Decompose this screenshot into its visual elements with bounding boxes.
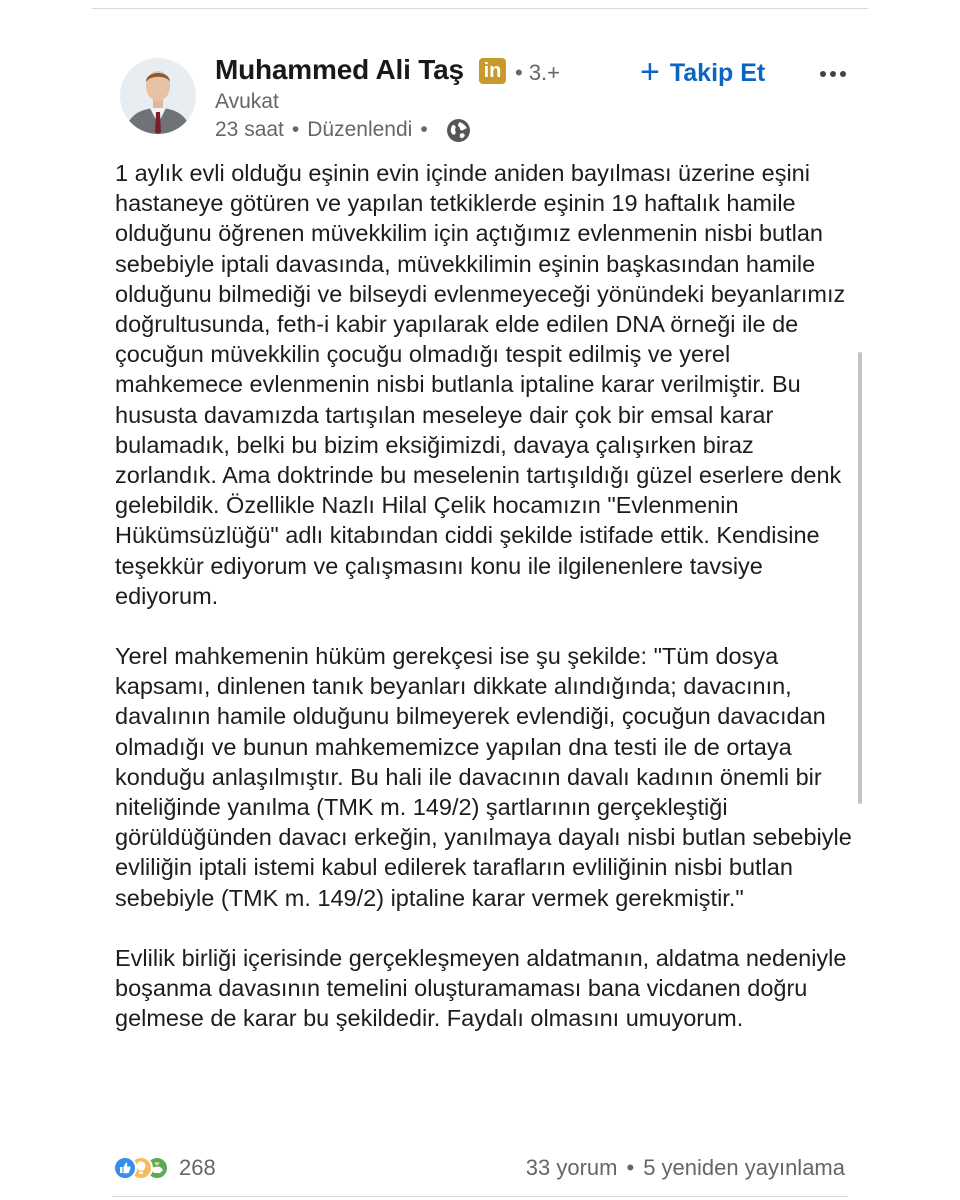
reactions-summary[interactable] bbox=[113, 1154, 216, 1182]
connection-degree: • 3.+ bbox=[515, 60, 561, 85]
bottom-divider bbox=[112, 1196, 848, 1197]
post-time: 23 saat bbox=[215, 118, 284, 141]
scrollbar[interactable] bbox=[858, 352, 862, 804]
engagement-stats bbox=[526, 1154, 845, 1182]
ellipsis-dot bbox=[840, 71, 846, 77]
post-body bbox=[115, 158, 855, 1063]
post-meta bbox=[215, 117, 471, 143]
ellipsis-icon bbox=[820, 71, 826, 77]
post-paragraph: Evlilik birliği içerisinde gerçekleşmeyen aldatmanın, aldatma nedeniyle boşanma davasının temelini oluşturamaması bana vicdanen doğru gelmese de karar bu şekildedir. Faydalı olmasını umuyorum. bbox=[115, 944, 847, 1032]
like-icon bbox=[113, 1156, 137, 1180]
post-paragraph: Yerel mahkemenin hüküm gerekçesi ise şu şekilde: "Tüm dosya kapsamı, dinlenen tanık beyanları dikkate alındığında; davacının, davalının hamile olduğunu bilmeyerek evlendiği, çocuğun davacıdan olmadığı ve bunun mahkememizce yapılan dna testi ile de ortaya konduğu anlaşılmıştır. Bu hali ile davacının davalı kadının önemli bir niteliğinde yanılma (TMK m. 149/2) şartlarının gerçekleştiği görüldüğünden davacı erkeğin, yanılmaya dayalı nisbi butlan sebebiyle evliliğin iptali istemi kabul edilerek tarafların evliliğinin nisbi butlan sebebiyle (TMK m. 149/2) iptaline karar vermek gerekmiştir." bbox=[115, 643, 852, 911]
stats-separator: • bbox=[626, 1155, 635, 1180]
meta-separator: • bbox=[291, 118, 300, 141]
follow-button[interactable] bbox=[640, 52, 766, 91]
globe-icon bbox=[446, 118, 471, 143]
more-options-button[interactable] bbox=[815, 56, 851, 92]
reaction-count: 268 bbox=[179, 1155, 216, 1180]
author-name[interactable]: Muhammed Ali Taş bbox=[215, 54, 464, 85]
author-avatar[interactable] bbox=[120, 58, 196, 134]
top-divider bbox=[92, 8, 868, 9]
reposts-link[interactable]: 5 yeniden yayınlama bbox=[643, 1155, 845, 1180]
author-headline: Avukat bbox=[215, 90, 279, 113]
ellipsis-dot bbox=[830, 71, 836, 77]
linkedin-badge-icon: in bbox=[479, 58, 506, 84]
author-photo bbox=[120, 58, 196, 134]
follow-label: Takip Et bbox=[669, 58, 766, 87]
meta-separator: • bbox=[420, 118, 428, 141]
comments-link[interactable]: 33 yorum bbox=[525, 1155, 618, 1180]
plus-icon: + bbox=[640, 52, 660, 91]
edited-label: Düzenlendi bbox=[307, 118, 413, 141]
post-paragraph: 1 aylık evli olduğu eşinin evin içinde aniden bayılması üzerine eşini hastaneye götüren ve yapılan tetkiklerde eşinin 19 haftalık hamile olduğunu öğrenen müvekkilim için açtığımız evlenmenin nisbi butlan sebebiyle iptali davasında, müvekkilimin eşinin başkasından hamile olduğunu bilmediği ve bilseydi evlenmeyeceği yönündeki beyanlarımız doğrultusunda, feth-i kabir yapılarak elde edilen DNA örneği ile de çocuğun müvekkilin çocuğu olmadığı tespit edilmiş ve yerel mahkemece evlenmenin nisbi butlanla iptaline karar verilmiştir. Bu hususta davamızda tartışılan meseleye dair çok bir emsal karar bulamadık, belki bu bizim eksiğimizdi, davaya çalışırken biraz zorlandık. Ama doktrinde bu meselenin tartışıldığı güzel eserlere denk gelebildik. Özellikle Nazlı Hilal Çelik hocamızın "Evlenmenin Hükümsüzlüğü" adlı kitabından ciddi şekilde istifade ettik. Kendisine teşekkür ediyorum ve çalışmasını konu ile ilgilenenlere tavsiye ediyorum. bbox=[115, 160, 846, 609]
